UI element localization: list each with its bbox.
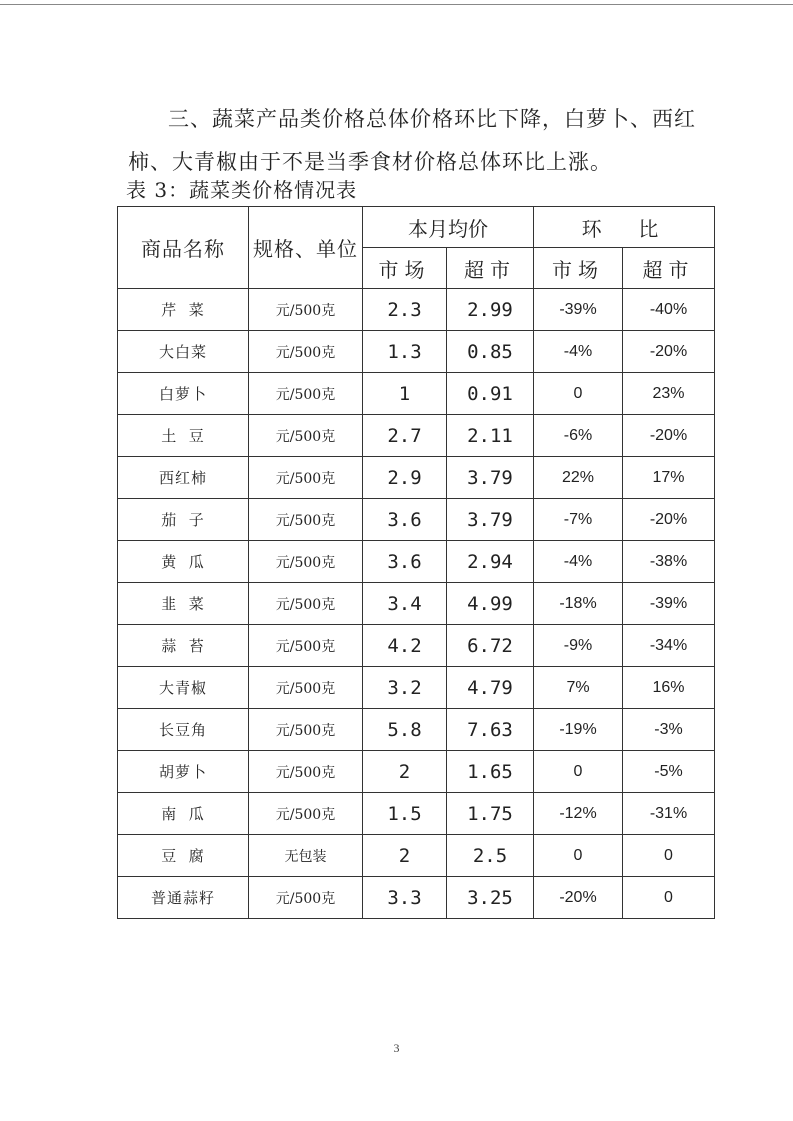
cell-market-mom: -7% [534, 499, 623, 541]
cell-name: 南 瓜 [118, 793, 249, 835]
cell-unit: 元/500克 [249, 709, 363, 751]
cell-super-mom: -20% [623, 499, 715, 541]
cell-name: 韭 菜 [118, 583, 249, 625]
cell-market-price: 3.2 [363, 667, 447, 709]
cell-market-price: 1.5 [363, 793, 447, 835]
cell-super-mom: 0 [623, 835, 715, 877]
cell-unit: 元/500克 [249, 331, 363, 373]
header-mom: 环 比 [534, 207, 715, 248]
paragraph-line-2: 柿、大青椒由于不是当季食材价格总体环比上涨。 [128, 150, 612, 174]
cell-name: 茄 子 [118, 499, 249, 541]
cell-name: 大青椒 [118, 667, 249, 709]
cell-market-mom: -12% [534, 793, 623, 835]
cell-market-price: 2 [363, 751, 447, 793]
table-row [118, 499, 715, 541]
cell-market-price: 5.8 [363, 709, 447, 751]
table-row [118, 709, 715, 751]
cell-market-mom: 0 [534, 373, 623, 415]
cell-name: 芹 菜 [118, 289, 249, 331]
cell-unit: 元/500克 [249, 415, 363, 457]
header-avg-price: 本月均价 [363, 207, 534, 248]
cell-market-price: 1.3 [363, 331, 447, 373]
summary-paragraph [128, 98, 728, 184]
cell-unit: 元/500克 [249, 751, 363, 793]
table-row [118, 289, 715, 331]
cell-super-mom: -34% [623, 625, 715, 667]
table-row [118, 793, 715, 835]
table-row [118, 415, 715, 457]
header-name: 商品名称 [118, 207, 249, 289]
cell-market-price: 3.6 [363, 541, 447, 583]
cell-unit: 元/500克 [249, 667, 363, 709]
cell-market-price: 3.3 [363, 877, 447, 919]
page-number: 3 [393, 1041, 400, 1055]
header-super-mom: 超市 [623, 248, 715, 289]
cell-name: 长豆角 [118, 709, 249, 751]
cell-unit: 元/500克 [249, 877, 363, 919]
cell-super-price: 4.79 [447, 667, 534, 709]
cell-name: 蒜 苔 [118, 625, 249, 667]
table-row [118, 751, 715, 793]
top-border-line [0, 4, 793, 5]
cell-super-mom: -38% [623, 541, 715, 583]
cell-market-price: 3.6 [363, 499, 447, 541]
cell-super-price: 2.5 [447, 835, 534, 877]
cell-market-price: 2 [363, 835, 447, 877]
table-row [118, 583, 715, 625]
cell-market-mom: -9% [534, 625, 623, 667]
header-market-price: 市场 [363, 248, 447, 289]
cell-market-mom: -18% [534, 583, 623, 625]
cell-super-price: 4.99 [447, 583, 534, 625]
cell-unit: 元/500克 [249, 793, 363, 835]
cell-market-mom: 0 [534, 751, 623, 793]
cell-super-mom: -20% [623, 415, 715, 457]
vegetable-price-table [117, 206, 715, 919]
cell-market-mom: 7% [534, 667, 623, 709]
cell-name: 黄 瓜 [118, 541, 249, 583]
header-market-mom: 市场 [534, 248, 623, 289]
cell-market-mom: 0 [534, 835, 623, 877]
cell-unit: 元/500克 [249, 625, 363, 667]
cell-unit: 元/500克 [249, 499, 363, 541]
table-caption: 表 3：蔬菜类价格情况表 [126, 178, 358, 202]
table-row [118, 667, 715, 709]
cell-super-price: 3.79 [447, 499, 534, 541]
cell-super-price: 0.91 [447, 373, 534, 415]
cell-super-mom: 17% [623, 457, 715, 499]
table-row [118, 625, 715, 667]
cell-name: 普通蒜籽 [118, 877, 249, 919]
cell-unit: 元/500克 [249, 289, 363, 331]
cell-super-price: 3.25 [447, 877, 534, 919]
cell-super-price: 1.65 [447, 751, 534, 793]
cell-market-price: 3.4 [363, 583, 447, 625]
header-super-price: 超市 [447, 248, 534, 289]
cell-market-price: 4.2 [363, 625, 447, 667]
table-row [118, 835, 715, 877]
cell-super-price: 0.85 [447, 331, 534, 373]
cell-market-mom: -39% [534, 289, 623, 331]
cell-unit: 元/500克 [249, 541, 363, 583]
cell-super-price: 6.72 [447, 625, 534, 667]
cell-super-price: 1.75 [447, 793, 534, 835]
cell-market-mom: -20% [534, 877, 623, 919]
cell-market-price: 2.7 [363, 415, 447, 457]
cell-market-price: 2.9 [363, 457, 447, 499]
table-row [118, 331, 715, 373]
cell-unit: 无包装 [249, 835, 363, 877]
table-row [118, 541, 715, 583]
cell-unit: 元/500克 [249, 457, 363, 499]
cell-super-mom: 16% [623, 667, 715, 709]
table-row [118, 373, 715, 415]
cell-market-price: 1 [363, 373, 447, 415]
cell-name: 大白菜 [118, 331, 249, 373]
header-unit: 规格、单位 [249, 207, 363, 289]
cell-name: 土 豆 [118, 415, 249, 457]
cell-market-mom: -4% [534, 541, 623, 583]
cell-name: 西红柿 [118, 457, 249, 499]
cell-market-mom: -4% [534, 331, 623, 373]
cell-super-mom: -40% [623, 289, 715, 331]
table-body [118, 289, 715, 919]
cell-market-mom: -6% [534, 415, 623, 457]
cell-unit: 元/500克 [249, 583, 363, 625]
cell-super-mom: 23% [623, 373, 715, 415]
cell-market-mom: -19% [534, 709, 623, 751]
cell-super-price: 3.79 [447, 457, 534, 499]
cell-super-price: 2.94 [447, 541, 534, 583]
cell-super-mom: -39% [623, 583, 715, 625]
cell-market-price: 2.3 [363, 289, 447, 331]
cell-unit: 元/500克 [249, 373, 363, 415]
cell-super-mom: -5% [623, 751, 715, 793]
cell-super-mom: 0 [623, 877, 715, 919]
cell-name: 胡萝卜 [118, 751, 249, 793]
cell-super-mom: -31% [623, 793, 715, 835]
table-row [118, 457, 715, 499]
cell-name: 豆 腐 [118, 835, 249, 877]
cell-market-mom: 22% [534, 457, 623, 499]
cell-super-price: 2.11 [447, 415, 534, 457]
table-row [118, 877, 715, 919]
cell-super-mom: -20% [623, 331, 715, 373]
cell-super-price: 2.99 [447, 289, 534, 331]
cell-super-price: 7.63 [447, 709, 534, 751]
cell-name: 白萝卜 [118, 373, 249, 415]
cell-super-mom: -3% [623, 709, 715, 751]
paragraph-line-1: 三、蔬菜产品类价格总体价格环比下降，白萝卜、西红 [168, 107, 696, 131]
